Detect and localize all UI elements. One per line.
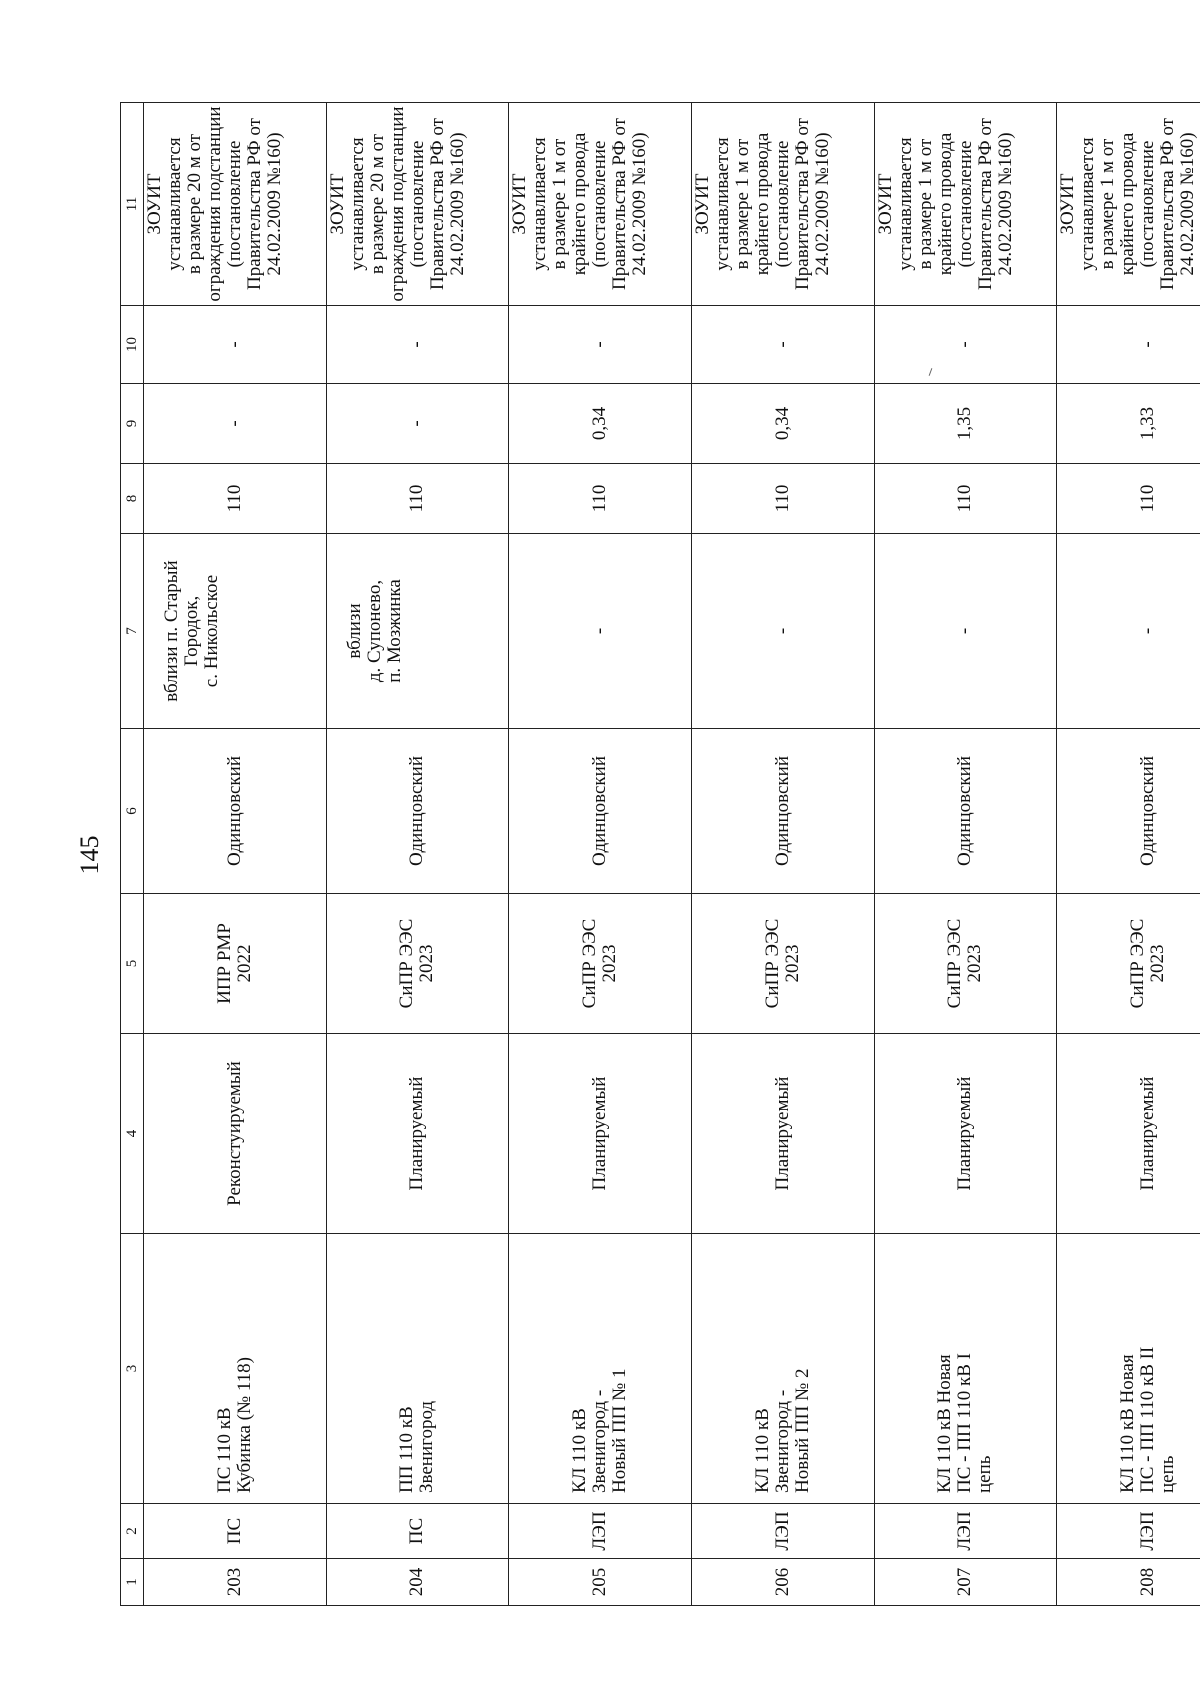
object-location: - — [1057, 534, 1200, 729]
object-zone: ЗОУИТ устанавливается в размере 1 м от крайнего провода (постановление Правительства РФ от 24.02.2009 №160) — [691, 103, 874, 306]
column-header: 3 — [121, 1234, 144, 1504]
column-header: 10 — [121, 306, 144, 384]
object-district: Одинцовский — [144, 729, 327, 894]
table-row — [1057, 103, 1200, 1606]
object-col10: - — [326, 306, 509, 384]
row-number: 206 — [691, 1559, 874, 1606]
object-status: Реконстуируемый — [144, 1034, 327, 1234]
object-length: 1,33 — [1057, 384, 1200, 464]
object-voltage: 110 — [1057, 464, 1200, 534]
object-type: ЛЭП — [1057, 1504, 1200, 1559]
table-row — [874, 103, 1057, 1606]
object-type: ЛЭП — [691, 1504, 874, 1559]
object-voltage: 110 — [326, 464, 509, 534]
column-header: 4 — [121, 1034, 144, 1234]
object-col10: - — [144, 306, 327, 384]
row-number: 207 — [874, 1559, 1057, 1606]
object-length: - — [326, 384, 509, 464]
table-row — [691, 103, 874, 1606]
object-length: - — [144, 384, 327, 464]
column-header: 9 — [121, 384, 144, 464]
object-source: СиПР ЭЭС 2023 — [874, 894, 1057, 1034]
object-type: ЛЭП — [874, 1504, 1057, 1559]
row-number: 203 — [144, 1559, 327, 1606]
object-zone: ЗОУИТ устанавливается в размере 1 м от крайнего провода (постановление Правительства РФ от 24.02.2009 №160) — [874, 103, 1057, 306]
object-status: Планируемый — [691, 1034, 874, 1234]
object-status: Планируемый — [1057, 1034, 1200, 1234]
object-name: КЛ 110 кВ Новая ПС - ПП 110 кВ I цепь — [874, 1234, 1057, 1504]
table-row — [509, 103, 692, 1606]
object-type: ПС — [144, 1504, 327, 1559]
object-length: 0,34 — [691, 384, 874, 464]
object-col10: - — [691, 306, 874, 384]
object-type: ЛЭП — [509, 1504, 692, 1559]
object-location: - — [691, 534, 874, 729]
object-status: Планируемый — [509, 1034, 692, 1234]
object-status: Планируемый — [326, 1034, 509, 1234]
column-number-row — [121, 103, 144, 1606]
page-number: 145 — [75, 835, 104, 875]
object-voltage: 110 — [509, 464, 692, 534]
object-status: Планируемый — [874, 1034, 1057, 1234]
object-name: ПС 110 кВ Кубинка (№ 118) — [144, 1234, 327, 1504]
row-number: 204 — [326, 1559, 509, 1606]
object-voltage: 110 — [691, 464, 874, 534]
object-source: СиПР ЭЭС 2023 — [1057, 894, 1200, 1034]
object-voltage: 110 — [874, 464, 1057, 534]
object-district: Одинцовский — [1057, 729, 1200, 894]
object-zone: ЗОУИТ устанавливается в размере 20 м от ограждения подстанции (постановление Правительства РФ от 24.02.2009 №160) — [326, 103, 509, 306]
object-source: СиПР ЭЭС 2023 — [326, 894, 509, 1034]
object-district: Одинцовский — [874, 729, 1057, 894]
object-name: КЛ 110 кВ Новая ПС - ПП 110 кВ II цепь — [1057, 1234, 1200, 1504]
object-name: ПП 110 кВ Звенигород — [326, 1234, 509, 1504]
object-source: ИПР РМР 2022 — [144, 894, 327, 1034]
object-length: 0,34 — [509, 384, 692, 464]
object-type: ПС — [326, 1504, 509, 1559]
column-header: 7 — [121, 534, 144, 729]
objects-table — [120, 102, 1200, 1606]
object-voltage: 110 — [144, 464, 327, 534]
object-source: СиПР ЭЭС 2023 — [509, 894, 692, 1034]
object-location: - — [874, 534, 1057, 729]
column-header: 1 — [121, 1559, 144, 1606]
object-source: СиПР ЭЭС 2023 — [691, 894, 874, 1034]
object-location: - — [509, 534, 692, 729]
object-district: Одинцовский — [326, 729, 509, 894]
object-zone: ЗОУИТ устанавливается в размере 1 м от крайнего провода (постановление Правительства РФ от 24.02.2009 №160) — [1057, 103, 1200, 306]
column-header: 11 — [121, 103, 144, 306]
object-location: вблизи п. Старый Городок, с. Никольское — [144, 534, 327, 729]
column-header: 8 — [121, 464, 144, 534]
object-zone: ЗОУИТ устанавливается в размере 1 м от крайнего провода (постановление Правительства РФ от 24.02.2009 №160) — [509, 103, 692, 306]
table-row — [326, 103, 509, 1606]
column-header: 5 — [121, 894, 144, 1034]
object-district: Одинцовский — [509, 729, 692, 894]
object-name: КЛ 110 кВ Звенигород - Новый ПП № 2 — [691, 1234, 874, 1504]
column-header: 6 — [121, 729, 144, 894]
row-number: 208 — [1057, 1559, 1200, 1606]
table-row — [144, 103, 327, 1606]
object-col10: - — [509, 306, 692, 384]
object-zone: ЗОУИТ устанавливается в размере 20 м от ограждения подстанции (постановление Правительства РФ от 24.02.2009 №160) — [144, 103, 327, 306]
column-header: 2 — [121, 1504, 144, 1559]
object-col10: - — [874, 306, 1057, 384]
rotated-table-container — [120, 103, 1200, 1606]
object-col10: - — [1057, 306, 1200, 384]
object-name: КЛ 110 кВ Звенигород - Новый ПП № 1 — [509, 1234, 692, 1504]
object-length: 1,35 — [874, 384, 1057, 464]
object-location: вблизи д. Супонево, п. Мозжинка — [326, 534, 509, 729]
row-number: 205 — [509, 1559, 692, 1606]
object-district: Одинцовский — [691, 729, 874, 894]
